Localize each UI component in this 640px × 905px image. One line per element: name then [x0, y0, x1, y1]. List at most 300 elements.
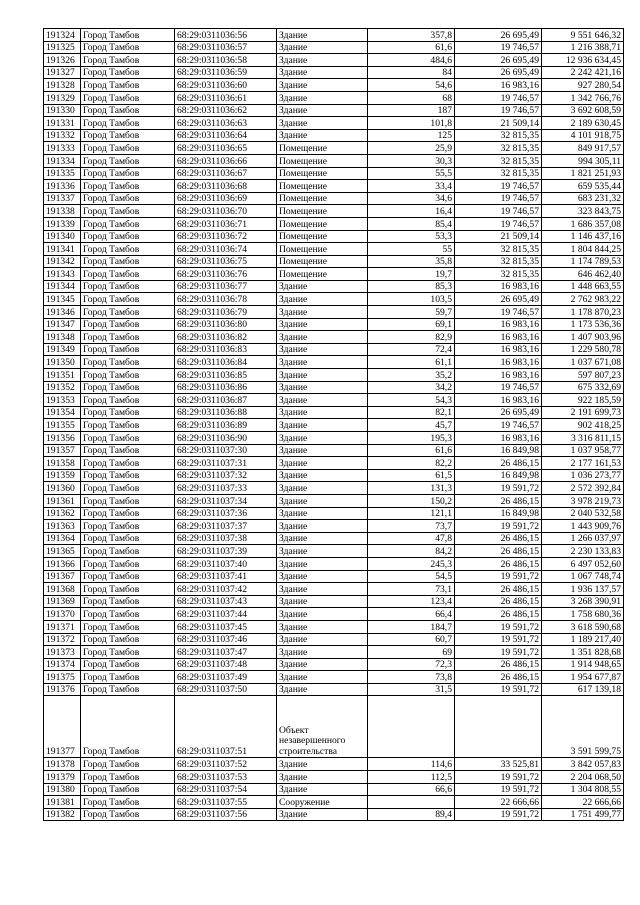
city-cell: Город Тамбов [81, 66, 175, 79]
object-type-cell: Здание [277, 783, 368, 796]
table-body [44, 29, 624, 821]
cadastral-value-cell: 1 342 766,76 [542, 91, 624, 104]
cadastral-number-cell: 68:29:0311036:76 [175, 268, 277, 281]
cadastral-number-cell: 68:29:0311037:45 [175, 620, 277, 633]
table-row [44, 507, 624, 520]
cadastral-value-cell: 2 040 532,58 [542, 507, 624, 520]
cadastral-number-cell: 68:29:0311036:64 [175, 129, 277, 142]
city-cell: Город Тамбов [81, 658, 175, 671]
unit-value-cell: 19 746,57 [455, 180, 542, 193]
area-cell: 72,3 [368, 658, 455, 671]
area-cell: 84 [368, 66, 455, 79]
object-type-cell: Здание [277, 432, 368, 445]
cadastral-number-cell: 68:29:0311036:87 [175, 394, 277, 407]
table-row [44, 167, 624, 180]
area-cell: 33,4 [368, 180, 455, 193]
cadastral-value-cell: 3 316 811,15 [542, 432, 624, 445]
city-cell: Город Тамбов [81, 532, 175, 545]
city-cell: Город Тамбов [81, 507, 175, 520]
row-id-cell: 191380 [44, 783, 81, 796]
row-id-cell: 191375 [44, 671, 81, 684]
object-type-cell: Здание [277, 469, 368, 482]
object-type-cell: Здание [277, 520, 368, 533]
table-row [44, 419, 624, 432]
row-id-cell: 191345 [44, 293, 81, 306]
unit-value-cell: 16 983,16 [455, 331, 542, 344]
table-row [44, 268, 624, 281]
area-cell: 84,2 [368, 545, 455, 558]
cadastral-number-cell: 68:29:0311037:46 [175, 633, 277, 646]
cadastral-value-cell: 2 572 392,84 [542, 482, 624, 495]
object-type-cell: Здание [277, 369, 368, 382]
row-id-cell: 191361 [44, 494, 81, 507]
cadastral-value-cell: 2 204 068,50 [542, 771, 624, 784]
object-type-cell: Здание [277, 808, 368, 821]
area-cell: 31,5 [368, 683, 455, 696]
unit-value-cell: 16 983,16 [455, 343, 542, 356]
cadastral-value-cell: 12 936 634,45 [542, 54, 624, 67]
cadastral-number-cell: 68:29:0311036:86 [175, 381, 277, 394]
row-id-cell: 191329 [44, 91, 81, 104]
cadastral-value-cell: 1 229 580,78 [542, 343, 624, 356]
table-row [44, 142, 624, 155]
cadastral-number-cell: 68:29:0311037:40 [175, 557, 277, 570]
area-cell: 69 [368, 646, 455, 659]
area-cell: 54,6 [368, 79, 455, 92]
cadastral-number-cell: 68:29:0311037:51 [175, 696, 277, 758]
unit-value-cell: 21 509,14 [455, 230, 542, 243]
cadastral-value-cell: 2 762 983,22 [542, 293, 624, 306]
area-cell: 34,6 [368, 192, 455, 205]
cadastral-value-table [43, 28, 624, 821]
object-type-cell: Здание [277, 406, 368, 419]
row-id-cell: 191332 [44, 129, 81, 142]
row-id-cell: 191368 [44, 583, 81, 596]
unit-value-cell: 19 591,72 [455, 570, 542, 583]
object-type-cell: Здание [277, 658, 368, 671]
cadastral-number-cell: 68:29:0311036:74 [175, 243, 277, 256]
row-id-cell: 191336 [44, 180, 81, 193]
table-row [44, 369, 624, 382]
city-cell: Город Тамбов [81, 469, 175, 482]
table-row [44, 117, 624, 130]
row-id-cell: 191362 [44, 507, 81, 520]
cadastral-value-cell: 994 305,11 [542, 154, 624, 167]
unit-value-cell: 33 525,81 [455, 758, 542, 771]
city-cell: Город Тамбов [81, 394, 175, 407]
city-cell: Город Тамбов [81, 633, 175, 646]
cadastral-number-cell: 68:29:0311037:39 [175, 545, 277, 558]
cadastral-number-cell: 68:29:0311036:66 [175, 154, 277, 167]
table-row [44, 444, 624, 457]
table-row [44, 243, 624, 256]
cadastral-value-cell: 3 618 590,68 [542, 620, 624, 633]
city-cell: Город Тамбов [81, 343, 175, 356]
city-cell: Город Тамбов [81, 129, 175, 142]
cadastral-number-cell: 68:29:0311037:54 [175, 783, 277, 796]
city-cell: Город Тамбов [81, 306, 175, 319]
area-cell: 60,7 [368, 633, 455, 646]
unit-value-cell: 19 746,57 [455, 192, 542, 205]
unit-value-cell: 19 746,57 [455, 41, 542, 54]
cadastral-number-cell: 68:29:0311037:47 [175, 646, 277, 659]
row-id-cell: 191328 [44, 79, 81, 92]
table-row [44, 306, 624, 319]
cadastral-value-cell: 1 914 948,65 [542, 658, 624, 671]
cadastral-number-cell: 68:29:0311036:60 [175, 79, 277, 92]
cadastral-value-cell: 597 807,23 [542, 369, 624, 382]
cadastral-value-cell: 2 189 630,45 [542, 117, 624, 130]
cadastral-value-cell: 6 497 052,60 [542, 557, 624, 570]
cadastral-number-cell: 68:29:0311036:57 [175, 41, 277, 54]
object-type-cell: Здание [277, 104, 368, 117]
unit-value-cell: 19 746,57 [455, 91, 542, 104]
cadastral-number-cell: 68:29:0311037:34 [175, 494, 277, 507]
table-row [44, 180, 624, 193]
cadastral-value-cell: 1 037 671,08 [542, 356, 624, 369]
city-cell: Город Тамбов [81, 79, 175, 92]
table-row [44, 696, 624, 758]
object-type-cell: Здание [277, 646, 368, 659]
cadastral-number-cell: 68:29:0311037:56 [175, 808, 277, 821]
cadastral-value-cell: 3 268 390,91 [542, 595, 624, 608]
row-id-cell: 191326 [44, 54, 81, 67]
cadastral-number-cell: 68:29:0311037:37 [175, 520, 277, 533]
area-cell: 112,5 [368, 771, 455, 784]
cadastral-number-cell: 68:29:0311036:71 [175, 217, 277, 230]
area-cell: 68 [368, 91, 455, 104]
area-cell: 72,4 [368, 343, 455, 356]
unit-value-cell: 26 486,15 [455, 545, 542, 558]
table-row [44, 230, 624, 243]
table-row [44, 545, 624, 558]
city-cell: Город Тамбов [81, 29, 175, 42]
row-id-cell: 191365 [44, 545, 81, 558]
area-cell: 55,5 [368, 167, 455, 180]
area-cell: 114,6 [368, 758, 455, 771]
cadastral-value-cell: 683 231,32 [542, 192, 624, 205]
unit-value-cell: 19 746,57 [455, 217, 542, 230]
object-type-cell: Здание [277, 671, 368, 684]
area-cell: 85,4 [368, 217, 455, 230]
cadastral-number-cell: 68:29:0311036:68 [175, 180, 277, 193]
table-row [44, 343, 624, 356]
cadastral-value-cell: 1 448 663,55 [542, 280, 624, 293]
row-id-cell: 191363 [44, 520, 81, 533]
area-cell: 101,8 [368, 117, 455, 130]
object-type-cell: Здание [277, 306, 368, 319]
row-id-cell: 191344 [44, 280, 81, 293]
row-id-cell: 191379 [44, 771, 81, 784]
cadastral-value-cell: 1 686 357,08 [542, 217, 624, 230]
unit-value-cell: 19 591,72 [455, 771, 542, 784]
area-cell: 82,1 [368, 406, 455, 419]
cadastral-value-cell: 3 978 219,73 [542, 494, 624, 507]
table-row [44, 771, 624, 784]
area-cell: 61,6 [368, 444, 455, 457]
cadastral-number-cell: 68:29:0311037:38 [175, 532, 277, 545]
unit-value-cell: 19 746,57 [455, 205, 542, 218]
area-cell: 16,4 [368, 205, 455, 218]
cadastral-number-cell: 68:29:0311036:61 [175, 91, 277, 104]
unit-value-cell: 26 695,49 [455, 406, 542, 419]
cadastral-number-cell: 68:29:0311037:33 [175, 482, 277, 495]
unit-value-cell: 16 983,16 [455, 318, 542, 331]
area-cell: 34,2 [368, 381, 455, 394]
unit-value-cell: 16 849,98 [455, 444, 542, 457]
row-id-cell: 191371 [44, 620, 81, 633]
table-row [44, 796, 624, 809]
cadastral-value-cell: 902 418,25 [542, 419, 624, 432]
object-type-cell: Здание [277, 758, 368, 771]
row-id-cell: 191324 [44, 29, 81, 42]
cadastral-value-cell: 2 230 133,83 [542, 545, 624, 558]
city-cell: Город Тамбов [81, 808, 175, 821]
cadastral-value-cell: 2 191 699,73 [542, 406, 624, 419]
table-row [44, 683, 624, 696]
row-id-cell: 191356 [44, 432, 81, 445]
city-cell: Город Тамбов [81, 696, 175, 758]
object-type-cell: Здание [277, 608, 368, 621]
object-type-cell: Здание [277, 129, 368, 142]
row-id-cell: 191373 [44, 646, 81, 659]
row-id-cell: 191333 [44, 142, 81, 155]
object-type-cell: Здание [277, 54, 368, 67]
table-row [44, 406, 624, 419]
object-type-cell: Помещение [277, 255, 368, 268]
cadastral-number-cell: 68:29:0311037:32 [175, 469, 277, 482]
row-id-cell: 191351 [44, 369, 81, 382]
row-id-cell: 191349 [44, 343, 81, 356]
city-cell: Город Тамбов [81, 318, 175, 331]
cadastral-value-cell: 22 666,66 [542, 796, 624, 809]
table-row [44, 646, 624, 659]
row-id-cell: 191355 [44, 419, 81, 432]
row-id-cell: 191366 [44, 557, 81, 570]
area-cell: 184,7 [368, 620, 455, 633]
area-cell: 89,4 [368, 808, 455, 821]
cadastral-number-cell: 68:29:0311036:88 [175, 406, 277, 419]
table-row [44, 192, 624, 205]
object-type-cell: Здание [277, 532, 368, 545]
table-row [44, 54, 624, 67]
row-id-cell: 191334 [44, 154, 81, 167]
cadastral-number-cell: 68:29:0311036:70 [175, 205, 277, 218]
table-row [44, 381, 624, 394]
table-row [44, 583, 624, 596]
area-cell: 35,2 [368, 369, 455, 382]
unit-value-cell: 26 486,15 [455, 658, 542, 671]
area-cell: 73,1 [368, 583, 455, 596]
object-type-cell: Здание [277, 79, 368, 92]
area-cell: 19,7 [368, 268, 455, 281]
object-type-cell: Здание [277, 66, 368, 79]
cadastral-number-cell: 68:29:0311036:69 [175, 192, 277, 205]
object-type-cell: Здание [277, 482, 368, 495]
row-id-cell: 191364 [44, 532, 81, 545]
area-cell: 54,5 [368, 570, 455, 583]
cadastral-number-cell: 68:29:0311036:58 [175, 54, 277, 67]
object-type-cell: Помещение [277, 268, 368, 281]
city-cell: Город Тамбов [81, 280, 175, 293]
row-id-cell: 191357 [44, 444, 81, 457]
table-row [44, 154, 624, 167]
cadastral-value-cell: 3 842 057,83 [542, 758, 624, 771]
cadastral-value-cell: 1 351 828,68 [542, 646, 624, 659]
table-row [44, 595, 624, 608]
object-type-cell: Здание [277, 620, 368, 633]
table-row [44, 532, 624, 545]
table-row [44, 356, 624, 369]
object-type-cell: Помещение [277, 154, 368, 167]
row-id-cell: 191360 [44, 482, 81, 495]
unit-value-cell [455, 696, 542, 758]
object-type-cell: Помещение [277, 205, 368, 218]
unit-value-cell: 26 486,15 [455, 457, 542, 470]
table-row [44, 104, 624, 117]
cadastral-value-cell: 659 535,44 [542, 180, 624, 193]
unit-value-cell: 19 746,57 [455, 104, 542, 117]
cadastral-number-cell: 68:29:0311037:43 [175, 595, 277, 608]
table-row [44, 318, 624, 331]
table-row [44, 217, 624, 230]
row-id-cell: 191378 [44, 758, 81, 771]
area-cell: 85,3 [368, 280, 455, 293]
cadastral-number-cell: 68:29:0311037:49 [175, 671, 277, 684]
object-type-cell: Здание [277, 683, 368, 696]
cadastral-value-cell: 1 804 844,25 [542, 243, 624, 256]
object-type-cell: Здание [277, 318, 368, 331]
cadastral-value-cell: 1 304 808,55 [542, 783, 624, 796]
cadastral-number-cell: 68:29:0311037:50 [175, 683, 277, 696]
row-id-cell: 191377 [44, 696, 81, 758]
cadastral-number-cell: 68:29:0311036:89 [175, 419, 277, 432]
city-cell: Город Тамбов [81, 369, 175, 382]
cadastral-value-cell: 1 216 388,71 [542, 41, 624, 54]
object-type-cell: Здание [277, 507, 368, 520]
unit-value-cell: 26 695,49 [455, 293, 542, 306]
cadastral-value-cell: 1 067 748,74 [542, 570, 624, 583]
unit-value-cell: 19 591,72 [455, 808, 542, 821]
cadastral-number-cell: 68:29:0311036:67 [175, 167, 277, 180]
area-cell: 125 [368, 129, 455, 142]
city-cell: Город Тамбов [81, 406, 175, 419]
unit-value-cell: 22 666,66 [455, 796, 542, 809]
cadastral-value-cell: 1 178 870,23 [542, 306, 624, 319]
cadastral-value-cell: 1 037 958,77 [542, 444, 624, 457]
object-type-cell: Здание [277, 29, 368, 42]
object-type-cell: Здание [277, 343, 368, 356]
city-cell: Город Тамбов [81, 494, 175, 507]
cadastral-number-cell: 68:29:0311037:52 [175, 758, 277, 771]
table-row [44, 293, 624, 306]
table-row [44, 432, 624, 445]
city-cell: Город Тамбов [81, 683, 175, 696]
row-id-cell: 191369 [44, 595, 81, 608]
unit-value-cell: 26 486,15 [455, 671, 542, 684]
table-row [44, 620, 624, 633]
unit-value-cell: 16 983,16 [455, 432, 542, 445]
area-cell: 66,4 [368, 608, 455, 621]
row-id-cell: 191367 [44, 570, 81, 583]
object-type-cell: Здание [277, 356, 368, 369]
cadastral-value-cell: 2 177 161,53 [542, 457, 624, 470]
object-type-cell: Здание [277, 545, 368, 558]
table-row [44, 520, 624, 533]
object-type-cell: Помещение [277, 230, 368, 243]
row-id-cell: 191341 [44, 243, 81, 256]
object-type-cell: Здание [277, 381, 368, 394]
table-row [44, 457, 624, 470]
object-type-cell: Здание [277, 444, 368, 457]
area-cell: 61,6 [368, 41, 455, 54]
cadastral-number-cell: 68:29:0311037:41 [175, 570, 277, 583]
area-cell: 59,7 [368, 306, 455, 319]
row-id-cell: 191382 [44, 808, 81, 821]
unit-value-cell: 19 746,57 [455, 306, 542, 319]
city-cell: Город Тамбов [81, 646, 175, 659]
row-id-cell: 191353 [44, 394, 81, 407]
cadastral-value-cell: 1 821 251,93 [542, 167, 624, 180]
cadastral-value-cell: 927 280,54 [542, 79, 624, 92]
city-cell: Город Тамбов [81, 154, 175, 167]
area-cell: 55 [368, 243, 455, 256]
unit-value-cell: 16 983,16 [455, 280, 542, 293]
unit-value-cell: 16 849,98 [455, 469, 542, 482]
table-row [44, 758, 624, 771]
cadastral-value-cell: 849 917,57 [542, 142, 624, 155]
area-cell [368, 796, 455, 809]
city-cell: Город Тамбов [81, 432, 175, 445]
area-cell: 82,9 [368, 331, 455, 344]
table-row [44, 255, 624, 268]
table-row [44, 482, 624, 495]
city-cell: Город Тамбов [81, 595, 175, 608]
cadastral-number-cell: 68:29:0311037:42 [175, 583, 277, 596]
city-cell: Город Тамбов [81, 583, 175, 596]
table-row [44, 66, 624, 79]
row-id-cell: 191372 [44, 633, 81, 646]
city-cell: Город Тамбов [81, 91, 175, 104]
area-cell: 357,8 [368, 29, 455, 42]
unit-value-cell: 19 746,57 [455, 419, 542, 432]
unit-value-cell: 19 591,72 [455, 620, 542, 633]
cadastral-number-cell: 68:29:0311036:82 [175, 331, 277, 344]
area-cell: 45,7 [368, 419, 455, 432]
table-row [44, 633, 624, 646]
object-type-cell: Здание [277, 494, 368, 507]
cadastral-value-cell: 1 407 903,96 [542, 331, 624, 344]
area-cell: 195,3 [368, 432, 455, 445]
row-id-cell: 191339 [44, 217, 81, 230]
table-row [44, 29, 624, 42]
cadastral-number-cell: 68:29:0311036:85 [175, 369, 277, 382]
cadastral-value-cell: 1 189 217,40 [542, 633, 624, 646]
cadastral-number-cell: 68:29:0311036:63 [175, 117, 277, 130]
cadastral-number-cell: 68:29:0311036:77 [175, 280, 277, 293]
cadastral-number-cell: 68:29:0311036:78 [175, 293, 277, 306]
unit-value-cell: 26 486,15 [455, 557, 542, 570]
cadastral-value-cell: 646 462,40 [542, 268, 624, 281]
row-id-cell: 191376 [44, 683, 81, 696]
city-cell: Город Тамбов [81, 783, 175, 796]
row-id-cell: 191374 [44, 658, 81, 671]
city-cell: Город Тамбов [81, 117, 175, 130]
unit-value-cell: 19 591,72 [455, 646, 542, 659]
table-row [44, 41, 624, 54]
unit-value-cell: 19 591,72 [455, 482, 542, 495]
unit-value-cell: 32 815,35 [455, 154, 542, 167]
